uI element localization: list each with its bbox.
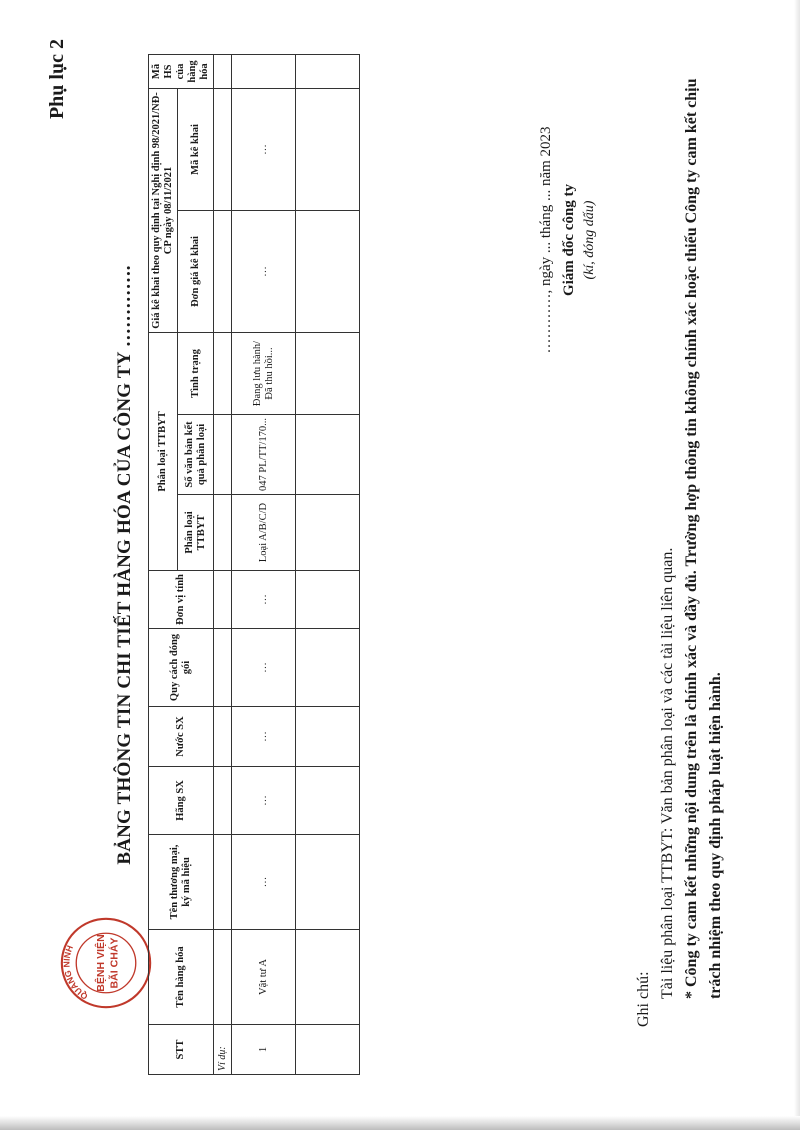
empty-cell [296, 88, 360, 210]
header-ten-thuong-mai: Tên thương mại, ký mã hiệu [149, 835, 214, 930]
empty-cell [296, 415, 360, 495]
empty-cell [296, 767, 360, 835]
empty-cell [214, 332, 232, 414]
cell-don-gia-ke-khai: … [232, 210, 296, 332]
cell-tinh-trang: Đang lưu hành/ Đã thu hồi... [232, 332, 296, 414]
empty-cell [296, 930, 360, 1025]
cell-ten-hang-hoa: Vật tư A [232, 930, 296, 1025]
empty-cell [296, 495, 360, 571]
stamp-ring-text: QUẢNG NINH [61, 943, 90, 1002]
cell-nuoc-sx: … [232, 707, 296, 767]
appendix-label: Phụ lục 2 [46, 39, 68, 120]
goods-detail-table [148, 54, 360, 1075]
empty-cell [214, 415, 232, 495]
table-row [232, 54, 296, 1074]
empty-cell [214, 835, 232, 930]
header-tinh-trang: Tình trạng [178, 332, 214, 414]
cell-ma-hs [232, 54, 296, 88]
header-so-van-ban: Số văn bản kết quả phân loại [178, 415, 214, 495]
hospital-stamp [58, 915, 154, 1011]
cell-ten-thuong-mai: … [232, 835, 296, 930]
header-ten-hang-hoa: Tên hàng hóa [149, 930, 214, 1025]
table-row [296, 54, 360, 1074]
empty-cell [214, 210, 232, 332]
empty-cell [296, 332, 360, 414]
empty-cell [214, 571, 232, 629]
cell-so-van-ban: 047 PL/TT/170... [232, 415, 296, 495]
notes-section [632, 67, 728, 1027]
empty-cell [296, 835, 360, 930]
title-main: BẢNG THÔNG TIN CHI TIẾT HÀNG HÓA CỦA CÔNG TY [114, 352, 135, 865]
rotated-page [20, 15, 780, 1115]
scan-edge-bottom [0, 1116, 800, 1130]
header-phan-loai-group: Phân loại TTBYT [149, 332, 178, 570]
cell-phan-loai-ttbyt: Loại A/B/C/D [232, 495, 296, 571]
signature-title: Giám đốc công ty [561, 183, 577, 297]
empty-cell [214, 767, 232, 835]
header-ma-ke-khai: Mã kê khai [178, 88, 214, 210]
title-company-placeholder: …………. [114, 265, 135, 348]
cell-hang-sx: … [232, 767, 296, 835]
empty-cell [214, 707, 232, 767]
cell-stt: 1 [232, 1025, 296, 1075]
empty-cell [214, 930, 232, 1025]
notes-heading: Ghi chú: [635, 971, 652, 1027]
empty-cell [214, 495, 232, 571]
header-hang-sx: Hãng SX [149, 767, 214, 835]
cell-ma-ke-khai: … [232, 88, 296, 210]
empty-cell [214, 54, 232, 88]
empty-cell [296, 54, 360, 88]
cell-quy-cach: … [232, 629, 296, 707]
header-row-1 [149, 54, 178, 1074]
header-nuoc-sx: Nước SX [149, 707, 214, 767]
notes-commitment: * Công ty cam kết những nội dung trên là chính xác và đầy đủ. Trường hợp thông tin không chính xác hoặc thiếu Công ty cam kết chịu trách nhiệm theo quy định pháp luật hiện hành. [683, 78, 724, 999]
stamp-text-bottom: BÃI CHÁY [108, 937, 121, 989]
empty-cell [296, 210, 360, 332]
empty-cell [214, 88, 232, 210]
empty-cell [296, 707, 360, 767]
empty-cell [214, 629, 232, 707]
header-don-vi-tinh: Đơn vị tính [149, 571, 214, 629]
stamp-text-top: BỆNH VIỆN [95, 934, 108, 992]
header-phan-loai-ttbyt: Phân loại TTBYT [178, 495, 214, 571]
header-ma-hs: Mã HS của hàng hóa [149, 54, 214, 88]
empty-cell [296, 1025, 360, 1075]
notes-line-1: Tài liệu phân loại TTBYT: Văn bản phân loại và các tài liệu liên quan. [659, 547, 676, 999]
header-gia-ke-khai-group: Giá kê khai theo quy định tại Nghị định 98/2021/NĐ-CP ngày 08/11/2021 [149, 88, 178, 332]
header-don-gia-ke-khai: Đơn giá kê khai [178, 210, 214, 332]
header-quy-cach: Quy cách đóng gói [149, 629, 214, 707]
header-stt: STT [149, 1025, 214, 1075]
scan-edge-right [794, 0, 800, 1130]
empty-cell [296, 571, 360, 629]
signature-note: (kí, đóng dấu) [582, 200, 597, 280]
example-label-row [214, 54, 232, 1074]
cell-don-vi-tinh: … [232, 571, 296, 629]
signature-date-line: …………, ngày ... tháng ... năm 2023 [538, 126, 554, 354]
signature-block [538, 75, 598, 405]
example-label: Ví dụ: [214, 1025, 232, 1075]
empty-cell [296, 629, 360, 707]
